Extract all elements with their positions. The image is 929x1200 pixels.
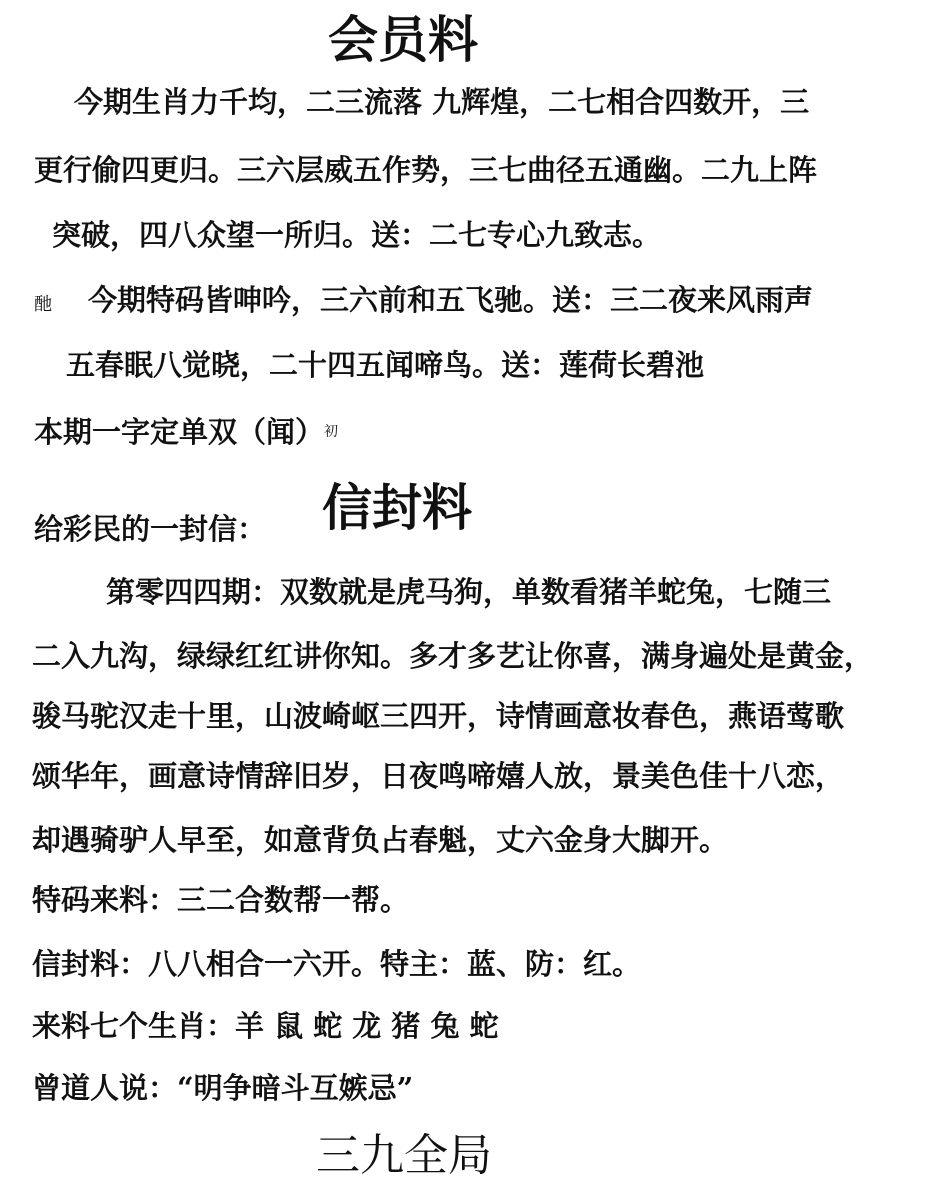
line-prefix: 酏 [34, 294, 52, 315]
text-line: 今期生肖力千均，二三流落 九辉煌，二七相合四数开，三 [74, 85, 810, 119]
text-line: 来料七个生肖：羊 鼠 蛇 龙 猪 兔 蛇 [32, 1009, 499, 1043]
section-title-huiyuanliao: 会员料 [328, 10, 478, 69]
letter-intro: 给彩民的一封信： [34, 512, 267, 546]
line-suffix: 初 [324, 424, 339, 440]
text-line: 二入九沟，绿绿红红讲你知。多才多艺让你喜，满身遍处是黄金， [32, 639, 874, 673]
text-line: 却遇骑驴人早至，如意背负占春魁，丈六金身大脚开。 [32, 823, 729, 857]
text-line: 更行偷四更归。三六层威五作势，三七曲径五通幽。二九上阵 [34, 153, 818, 187]
text-line: 今期特码皆呻吟，三六前和五飞驰。送：三二夜来风雨声 [88, 283, 814, 317]
text-line: 信封料：八八相合一六开。特主：蓝、防：红。 [32, 947, 642, 981]
text-line: 颂华年，画意诗情辞旧岁，日夜鸣啼嬉人放，景美色佳十八恋， [32, 759, 845, 793]
text-line-with-prefix [34, 280, 929, 325]
text-line: 曾道人说：“明争暗斗互嫉忌” [32, 1071, 414, 1105]
text-line: 特码来料：三二合数帮一帮。 [32, 883, 410, 917]
section-title-sanjiuquanju: 三九全局 [316, 1130, 492, 1181]
text-line: 骏马驼汉走十里，山波崎岖三四开，诗情画意妆春色，燕语莺歌 [32, 699, 845, 733]
section-title-xinfengliao: 信封料 [322, 478, 472, 537]
text-line: 第零四四期：双数就是虎马狗，单数看猪羊蛇兔，七随三 [106, 575, 832, 609]
text-line: 本期一字定单双（闻） [34, 415, 325, 449]
text-line-with-suffix [34, 412, 929, 452]
text-line: 突破，四八众望一所归。送：二七专心九致志。 [52, 218, 662, 252]
text-line: 五春眠八觉晓，二十四五闻啼鸟。送：莲荷长碧池 [66, 348, 705, 382]
